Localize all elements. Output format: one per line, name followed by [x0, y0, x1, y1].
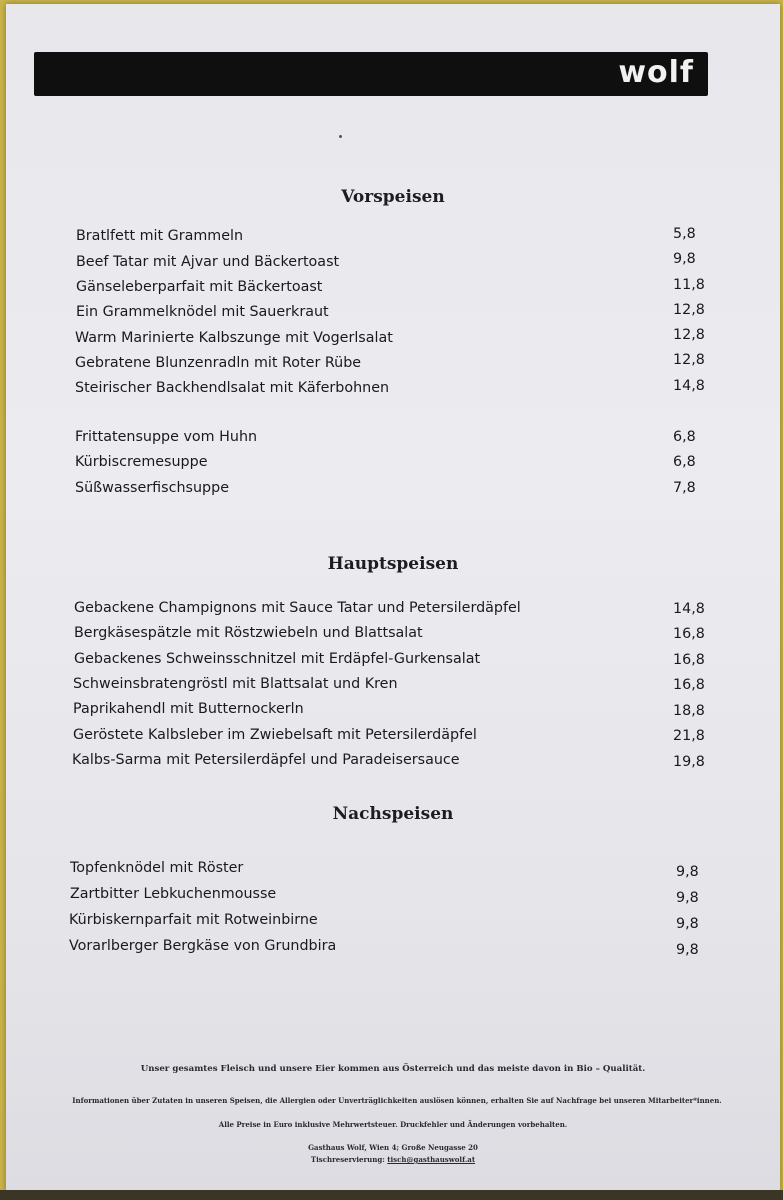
menu-item-price: 9,8	[676, 916, 699, 932]
menu-item-price: 21,8	[673, 728, 705, 744]
reservation-email-link[interactable]: tisch@gasthauswolf.at	[387, 1155, 476, 1164]
menu-item-name: Kalbs-Sarma mit Petersilerdäpfel und Paradeisersauce	[72, 752, 460, 768]
footer-reservation	[6, 1155, 780, 1164]
menu-item-price: 19,8	[673, 754, 705, 770]
menu-item-price: 9,8	[673, 251, 696, 267]
menu-item-price: 16,8	[673, 652, 705, 668]
menu-item-name: Frittatensuppe vom Huhn	[75, 429, 258, 445]
menu-item-price: 11,8	[673, 277, 705, 293]
footer-allergen-note: Informationen über Zutaten in unseren Speisen, die Allergien oder Unverträglichkeiten auslösen können, erhalten Sie auf Nachfrage bei unseren Mitarbeiter*innen.	[72, 1096, 722, 1105]
menu-item-price: 6,8	[673, 454, 696, 470]
menu-item-name: Paprikahendl mit Butternockerln	[73, 701, 304, 717]
footer-price-note: Alle Preise in Euro inklusive Mehrwertsteuer. Druckfehler und Änderungen vorbehalten.	[218, 1120, 568, 1129]
menu-item-name: Steirischer Backhendlsalat mit Käferbohnen	[75, 380, 390, 396]
menu-item-price: 14,8	[673, 601, 705, 617]
table-edge	[0, 1190, 783, 1200]
menu-item-name: Gebackene Champignons mit Sauce Tatar und Petersilerdäpfel	[74, 600, 521, 616]
menu-item-name: Ein Grammelknödel mit Sauerkraut	[76, 304, 329, 320]
menu-item-price: 16,8	[673, 626, 705, 642]
menu-item-price: 6,8	[673, 429, 696, 445]
menu-item-name: Gebratene Blunzenradln mit Roter Rübe	[75, 355, 362, 371]
menu-item-name: Süßwasserfischsuppe	[75, 480, 229, 496]
wolf-logo: wolf	[618, 55, 694, 90]
menu-item-name: Topfenknödel mit Röster	[70, 860, 244, 876]
menu-item-name: Bergkäsespätzle mit Röstzwiebeln und Blattsalat	[74, 625, 423, 641]
footer-address: Gasthaus Wolf, Wien 4; Große Neugasse 20	[308, 1143, 478, 1152]
menu-item-name: Beef Tatar mit Ajvar und Bäckertoast	[76, 254, 340, 270]
menu-item-name: Vorarlberger Bergkäse von Grundbira	[69, 938, 337, 954]
menu-item-name: Zartbitter Lebkuchenmousse	[70, 886, 277, 902]
menu-item-price: 9,8	[676, 890, 699, 906]
menu-item-name: Kürbiskernparfait mit Rotweinbirne	[69, 912, 318, 928]
menu-item-price: 12,8	[673, 327, 705, 343]
section-title-hauptspeisen: Hauptspeisen	[327, 554, 459, 574]
paper-speck	[339, 135, 342, 138]
menu-item-price: 16,8	[673, 677, 705, 693]
menu-item-price: 9,8	[676, 942, 699, 958]
menu-item-name: Warm Marinierte Kalbszunge mit Vogerlsalat	[75, 330, 393, 346]
menu-item-price: 9,8	[676, 864, 699, 880]
menu-item-price: 18,8	[673, 703, 705, 719]
brand-header-bar	[34, 52, 708, 96]
menu-item-name: Gänseleberparfait mit Bäckertoast	[76, 279, 323, 295]
menu-item-price: 7,8	[673, 480, 696, 496]
menu-item-name: Bratlfett mit Grammeln	[76, 228, 244, 244]
menu-item-name: Gebackenes Schweinsschnitzel mit Erdäpfel-Gurkensalat	[74, 651, 481, 667]
section-title-nachspeisen: Nachspeisen	[332, 804, 454, 824]
menu-item-name: Kürbiscremesuppe	[75, 454, 208, 470]
menu-sheet	[6, 4, 780, 1194]
reservation-label: Tischreservierung:	[310, 1155, 385, 1164]
menu-item-price: 5,8	[673, 226, 696, 242]
menu-item-name: Schweinsbratengröstl mit Blattsalat und Kren	[73, 676, 398, 692]
menu-item-price: 12,8	[673, 352, 705, 368]
menu-item-price: 12,8	[673, 302, 705, 318]
section-title-vorspeisen: Vorspeisen	[341, 187, 445, 207]
footer-origin-note: Unser gesamtes Fleisch und unsere Eier kommen aus Österreich und das meiste davon in Bio – Qualität.	[140, 1064, 646, 1074]
menu-item-price: 14,8	[673, 378, 705, 394]
menu-item-name: Geröstete Kalbsleber im Zwiebelsaft mit Petersilerdäpfel	[73, 727, 477, 743]
